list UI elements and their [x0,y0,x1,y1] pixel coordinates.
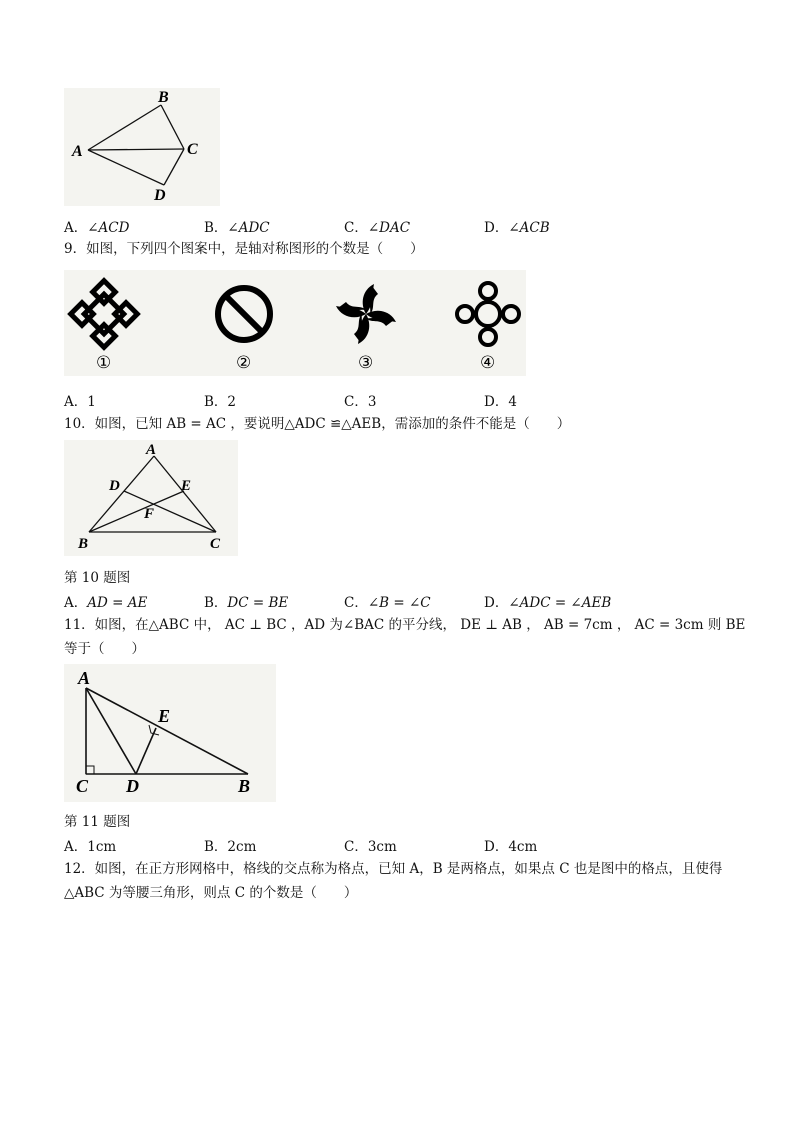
q11-label-a: A [78,668,91,688]
q10-label-f: F [144,506,155,522]
q8-diagram [64,88,220,206]
q12-stem-line1: 12．如图，在正方形网格中，格线的交点称为格点，已知 A，B 是两格点，如果点 C 也是图中的格点，且使得 [64,861,723,877]
q10-option-c: C．∠B = ∠C [344,595,431,611]
q11-label-b: B [238,776,251,796]
q10-label-c: C [210,536,221,552]
q11-figure [64,664,276,802]
q11-option-b: B．2cm [204,839,257,855]
q10-diagram [64,440,238,556]
q9-stem: 9．如图，下列四个图案中，是轴对称图形的个数是（ ） [64,241,424,257]
q11-option-d: D．4cm [484,839,538,855]
q8-option-a: A．∠ACD [64,220,130,236]
pattern-4-icon [457,283,519,345]
q10-option-b: B．DC = BE [204,595,289,611]
pattern-1-icon [71,281,138,348]
q8-option-b: B．∠ADC [204,220,270,236]
q10-label-a: A [146,442,157,458]
q9-figure [64,270,526,376]
q11-stem-line1: 11．如图，在△ABC 中， AC ⊥ BC ，AD 为∠BAC 的平分线， DE ⊥ AB ， AB = 7cm ， AC = 3cm 则 BE [64,617,746,633]
pattern-2-label: ② [236,353,252,372]
q10-label-e: E [181,478,192,494]
q10-option-d: D．∠ADC = ∠AEB [484,595,612,611]
q9-option-c: C．3 [344,394,377,410]
q11-option-c: C．3cm [344,839,397,855]
q10-option-a: A．AD = AE [64,595,148,611]
q11-diagram [64,664,276,802]
q8-label-d: D [154,187,166,204]
pattern-1-label: ① [96,353,112,372]
q8-figure [64,88,220,206]
q9-option-d: D．4 [484,394,517,410]
pattern-2-icon [218,288,270,340]
pattern-3-icon [336,284,396,344]
q11-stem-line2: 等于（ ） [64,641,145,657]
q11-option-a: A．1cm [64,839,117,855]
q11-label-e: E [158,706,171,726]
q11-caption: 第 11 题图 [64,814,131,830]
q9-option-a: A．1 [64,394,96,410]
q10-figure [64,440,238,556]
q10-label-d: D [109,478,120,494]
q8-option-d: D．∠ACB [484,220,550,236]
q10-stem: 10．如图，已知 AB = AC ，要说明△ADC ≌△AEB，需添加的条件不能是（ ） [64,416,571,432]
pattern-4-label: ④ [480,353,496,372]
q11-label-d: D [126,776,139,796]
q11-label-c: C [76,776,89,796]
q10-caption: 第 10 题图 [64,570,131,586]
q8-label-b: B [158,89,169,106]
q8-option-c: C．∠DAC [344,220,411,236]
q8-label-c: C [187,141,198,158]
q8-label-a: A [72,143,83,160]
q9-patterns [64,270,526,376]
pattern-3-label: ③ [358,353,374,372]
q9-option-b: B．2 [204,394,237,410]
q12-stem-line2: △ABC 为等腰三角形，则点 C 的个数是（ ） [64,885,358,901]
q10-label-b: B [78,536,89,552]
